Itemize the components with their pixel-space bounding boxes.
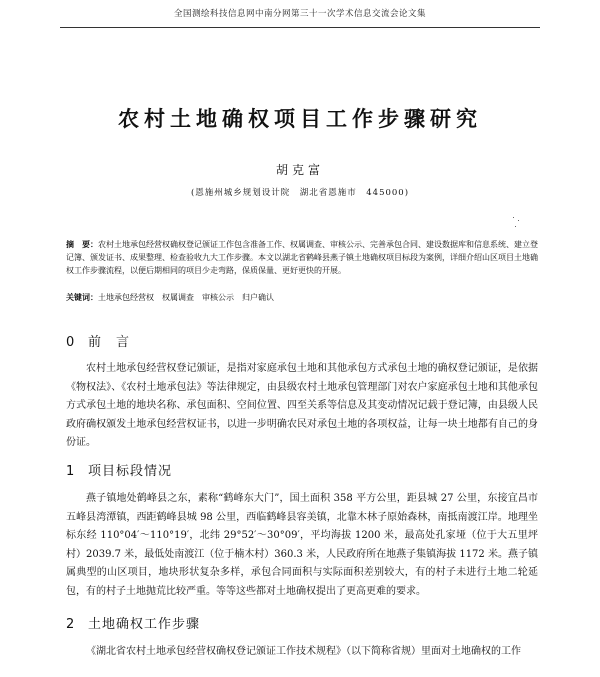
section-title: 土地确权工作步骤	[88, 617, 201, 632]
header-rule	[60, 27, 540, 28]
abstract	[66, 238, 538, 277]
section-heading-0	[66, 331, 130, 350]
abstract-label: 摘 要：	[66, 240, 98, 249]
section-paragraph-0: 农村土地承包经营权登记颁证，是指对家庭承包土地和其他承包方式承包土地的确权登记颁证，是依据《物权法》、《农村土地承包法》等法律规定，由县级农村土地承包管理部门对农户家庭承包土地和其他承包方式承包土地的地块名称、承包面积、空间位置、四至关系等信息及其变动情况记载于登记簿，由县级人民政府确权颁发土地承包经营权证书，以进一步明确农民对承包土地的各项权益，让每一块土地都有自己的身份证。	[66, 363, 538, 448]
abstract-text: 农村土地承包经营权确权登记颁证工作包含准备工作、权属调查、审核公示、完善承包合同、建设数据库和信息系统、建立登记簿、颁发证书、成果整理、检查验收九大工作步骤。本文以湖北省鹤峰县燕子镇土地确权项目标段为案例，详细介绍山区项目土地确权工作步骤流程，以便后期相同的项目少走弯路，保质保量、更好更快的开展。	[66, 240, 538, 275]
keywords	[66, 291, 538, 304]
paper-title: 农村土地确权项目工作步骤研究	[118, 107, 482, 131]
section-title: 前 言	[88, 335, 131, 350]
section-number: 2	[66, 617, 76, 632]
running-header: 全国测绘科技信息网中南分网第三十一次学术信息交流会论文集	[173, 9, 426, 19]
section-paragraph-1: 燕子镇地处鹤峰县之东，素称“鹤峰东大门”，国土面积 358 平方公里，距县城 27 公里，东接宜昌市五峰县湾潭镇，西距鹤峰县城 98 公里，西临鹤峰县容美镇，北靠木林子原始森林，南抵南渡江岸。地理坐标东经 110°04′～110°19′，北纬 29°52′～30°09′，平均海拔 1200 米，最高处孔家垭（位于大五里坪村）2039.7 米，最低处南渡江（位于楠木村）360.3 米，人民政府所在地燕子集镇海拔 1172 米。燕子镇属典型的山区项目，地块形状复杂多样，承包合同面积与实际面积差别较大，有的村子未进行土地二轮延包，有的村子土地抛荒比较严重。等等这些都对土地确权提出了更高更难的要求。	[66, 493, 538, 597]
section-paragraph-2: 《湖北省农村土地承包经营权确权登记颁证工作技术规程》（以下简称省规）里面对土地确权的工作	[86, 646, 521, 657]
keywords-text: 土地承包经营权 权属调查 审核公示 归户确认	[98, 293, 274, 302]
section-heading-2	[66, 613, 200, 632]
section-number: 0	[66, 335, 76, 350]
author-affiliation: (恩施州城乡规划设计院 湖北省恩施市 445000)	[190, 188, 410, 198]
keywords-label: 关键词：	[66, 293, 98, 302]
section-number: 1	[66, 464, 76, 479]
section-title: 项目标段情况	[88, 464, 173, 479]
section-heading-1	[66, 460, 172, 479]
author-name: 胡克富	[275, 163, 324, 177]
